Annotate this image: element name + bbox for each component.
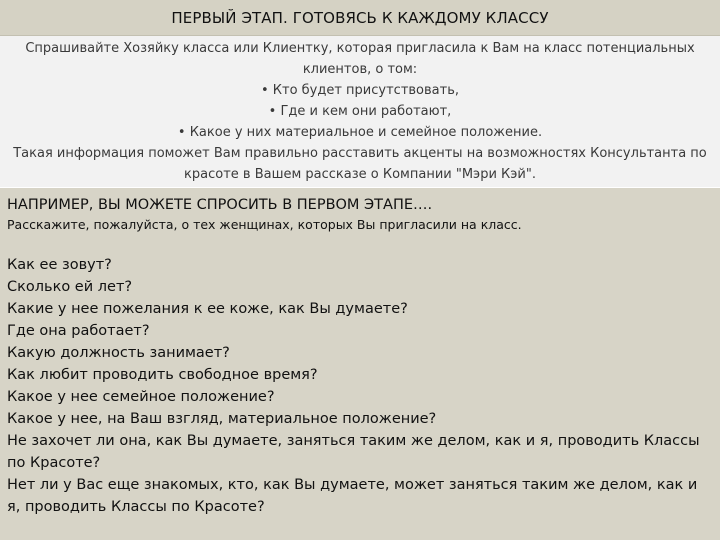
question-item: Какое у нее, на Ваш взгляд, материальное положение? [7,411,437,427]
question-item: Какие у нее пожелания к ее коже, как Вы думаете? [7,301,408,317]
question-item: Сколько ей лет? [7,279,133,295]
example-panel [0,188,720,540]
intro-bullet: • Какое у них материальное и семейное положение. [177,125,543,140]
question-item: Какую должность занимает? [7,345,230,361]
question-list [7,254,714,518]
intro-bullet: • Где и кем они работают, [268,104,452,119]
question-item: Как ее зовут? [7,257,112,273]
question-item: Как любит проводить свободное время? [7,367,318,383]
example-subheading: Расскажите, пожалуйста, о тех женщинах, которых Вы пригласили на класс. [7,217,522,232]
intro-panel [0,36,720,187]
slide-title: ПЕРВЫЙ ЭТАП. ГОТОВЯСЬ К КАЖДОМУ КЛАССУ [0,0,720,36]
example-heading: НАПРИМЕР, ВЫ МОЖЕТЕ СПРОСИТЬ В ПЕРВОМ ЭТАПЕ…. [7,197,433,213]
question-item: Где она работает? [7,323,150,339]
question-item: Нет ли у Вас еще знакомых, кто, как Вы думаете, может заняться таким же делом, как и я, проводить Классы по Красоте? [7,477,698,515]
intro-lead: Спрашивайте Хозяйку класса или Клиентку, которая пригласила к Вам на класс потенциальных клиентов, о том: [25,41,695,77]
intro-bullet: • Кто будет присутствовать, [260,83,460,98]
question-item: Не захочет ли она, как Вы думаете, заняться таким же делом, как и я, проводить Классы по Красоте? [7,433,700,471]
intro-conclusion: Такая информация поможет Вам правильно расставить акценты на возможностях Консультанта по красоте в Вашем рассказе о Компании "Мэри Кэй". [13,146,707,182]
question-item: Какое у нее семейное положение? [7,389,275,405]
